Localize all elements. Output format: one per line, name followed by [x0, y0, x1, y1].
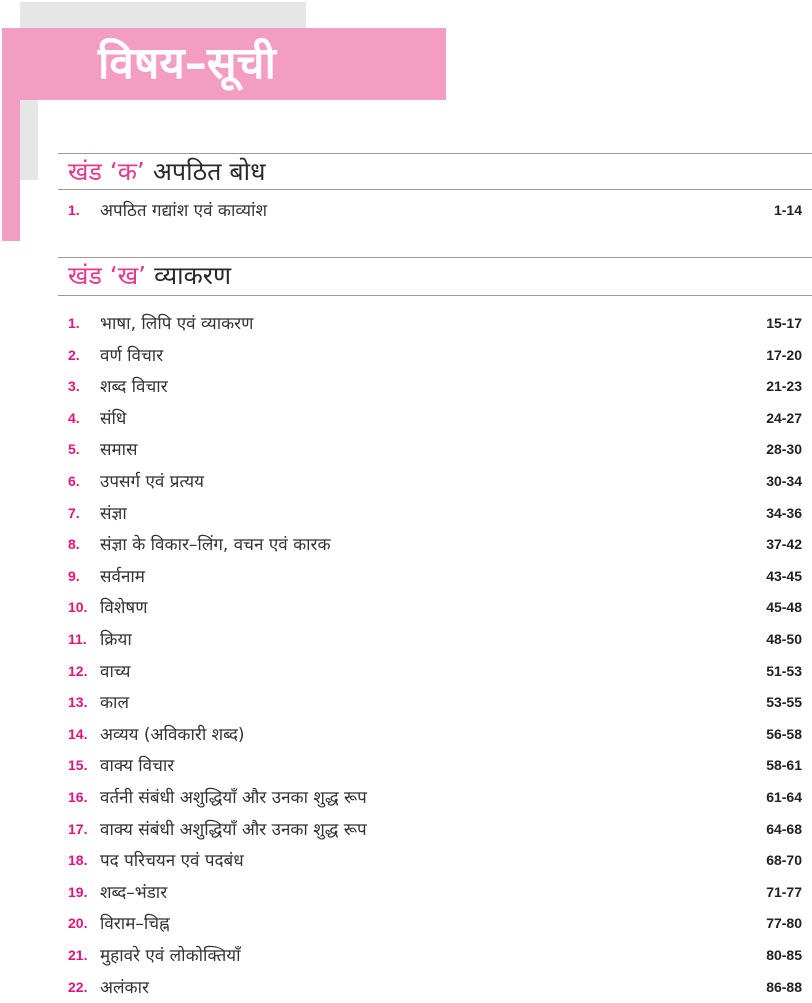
decorative-gray-bar-top [20, 2, 306, 30]
toc-row-pages: 58-61 [766, 757, 802, 774]
toc-row[interactable] [68, 503, 802, 529]
toc-row[interactable] [68, 787, 802, 813]
section-a-top-rule [58, 153, 812, 154]
toc-row[interactable] [68, 200, 802, 226]
toc-row-pages: 17-20 [766, 346, 802, 363]
toc-row[interactable] [68, 439, 802, 465]
toc-row-title: शब्द–भंडार [100, 882, 168, 903]
toc-row[interactable] [68, 692, 802, 718]
toc-row[interactable] [68, 597, 802, 623]
toc-row[interactable] [68, 819, 802, 845]
toc-row-number: 6. [68, 473, 80, 489]
toc-row-number: 15. [68, 757, 88, 774]
toc-row-title: अव्यय (अविकारी शब्द) [100, 724, 245, 745]
toc-row[interactable] [68, 661, 802, 687]
toc-row-title: उपसर्ग एवं प्रत्यय [100, 472, 205, 492]
toc-row[interactable] [68, 345, 802, 371]
toc-row-pages: 30-34 [766, 473, 802, 489]
decorative-pink-bar-side [2, 28, 20, 241]
toc-row[interactable] [68, 977, 802, 1003]
toc-row-pages: 68-70 [766, 852, 802, 869]
toc-row-number: 4. [68, 409, 80, 426]
toc-row-number: 1. [68, 202, 80, 218]
toc-row[interactable] [68, 913, 802, 939]
toc-row-number: 1. [68, 315, 80, 331]
toc-row-number: 13. [68, 694, 88, 711]
toc-row-number: 10. [68, 599, 88, 616]
decorative-gray-bar-side [20, 100, 38, 180]
toc-row[interactable] [68, 376, 802, 402]
toc-row-pages: 15-17 [766, 315, 802, 331]
toc-row[interactable] [68, 471, 802, 497]
toc-row-title: विराम–चिह्न [100, 914, 170, 935]
toc-row-number: 20. [68, 915, 88, 932]
toc-row-pages: 45-48 [766, 599, 802, 616]
toc-row-pages: 28-30 [766, 441, 802, 458]
toc-row-pages: 53-55 [766, 694, 802, 711]
toc-row-pages: 21-23 [766, 378, 802, 395]
toc-row-title: वाच्य [100, 661, 131, 682]
section-a-title: अपठित बोध [152, 157, 266, 186]
toc-row-title: संधि [100, 408, 127, 429]
toc-row-number: 7. [68, 504, 80, 521]
toc-row-pages: 37-42 [766, 536, 802, 553]
toc-row-title: मुहावरे एवं लोकोक्तियाँ [100, 946, 241, 966]
toc-row-title: अलंकार [100, 977, 149, 998]
section-b-title: व्याकरण [154, 261, 232, 290]
toc-row-title: वाक्य संबंधी अशुद्धियाँ और उनका शुद्ध रूप [100, 819, 367, 840]
toc-row-number: 18. [68, 852, 88, 869]
toc-row-number: 8. [68, 536, 80, 553]
toc-row-pages: 48-50 [766, 631, 802, 647]
toc-row-pages: 43-45 [766, 567, 802, 584]
section-a-heading [68, 156, 265, 188]
toc-row-number: 14. [68, 725, 88, 742]
title-banner [20, 28, 446, 100]
toc-row-number: 5. [68, 441, 80, 458]
toc-row-pages: 77-80 [766, 915, 802, 932]
toc-row-pages: 24-27 [766, 409, 802, 426]
toc-row-title: काल [100, 693, 129, 714]
toc-row-title: समास [100, 440, 138, 461]
section-a-bottom-rule [58, 189, 812, 190]
toc-row-pages: 61-64 [766, 789, 802, 805]
page-title: विषय–सूची [98, 38, 276, 89]
toc-row[interactable] [68, 945, 802, 971]
toc-row-number: 17. [68, 820, 88, 837]
toc-row-pages: 51-53 [766, 662, 802, 679]
toc-row-pages: 86-88 [766, 978, 802, 995]
toc-row[interactable] [68, 408, 802, 434]
toc-row-number: 19. [68, 883, 88, 900]
toc-row-title: क्रिया [100, 630, 132, 650]
section-b-bottom-rule [58, 295, 812, 296]
toc-row-title: संज्ञा के विकार–लिंग, वचन एवं कारक [100, 535, 331, 556]
section-b-top-rule [58, 257, 812, 258]
toc-row-title: पद परिचयन एवं पदबंध [100, 851, 244, 872]
toc-row-pages: 71-77 [766, 883, 802, 900]
toc-row[interactable] [68, 882, 802, 908]
toc-row-title: शब्द विचार [100, 377, 168, 398]
toc-row[interactable] [68, 313, 802, 339]
toc-row-title: संज्ञा [100, 503, 127, 524]
toc-row-title: वाक्य विचार [100, 756, 175, 777]
toc-row[interactable] [68, 534, 802, 560]
toc-row-number: 21. [68, 947, 88, 963]
toc-row-number: 22. [68, 978, 88, 995]
toc-row-number: 9. [68, 567, 80, 584]
toc-row-title: वर्ण विचार [100, 345, 164, 366]
toc-row-pages: 1-14 [773, 202, 802, 218]
toc-row-title: विशेषण [100, 598, 148, 619]
toc-row-number: 11. [68, 631, 87, 647]
toc-row[interactable] [68, 755, 802, 781]
toc-row-pages: 64-68 [766, 820, 802, 837]
toc-row-number: 3. [68, 378, 80, 395]
toc-row-title: अपठित गद्यांश एवं काव्यांश [100, 201, 268, 221]
toc-row[interactable] [68, 850, 802, 876]
toc-row-pages: 80-85 [766, 947, 802, 963]
section-b-heading [68, 260, 231, 292]
section-a-label: खंड ‘क’ [68, 157, 145, 186]
toc-row-number: 2. [68, 346, 80, 363]
toc-row-title: सर्वनाम [100, 566, 145, 587]
toc-row-pages: 34-36 [766, 504, 802, 521]
toc-row-title: वर्तनी संबंधी अशुद्धियाँ और उनका शुद्ध रूप [100, 788, 367, 808]
toc-row-pages: 56-58 [766, 725, 802, 742]
toc-row[interactable] [68, 629, 802, 655]
toc-row-title: भाषा, लिपि एवं व्याकरण [100, 314, 254, 334]
section-b-label: खंड ‘ख’ [68, 261, 147, 290]
toc-row-number: 12. [68, 662, 88, 679]
toc-row[interactable] [68, 724, 802, 750]
toc-row[interactable] [68, 566, 802, 592]
toc-row-number: 16. [68, 789, 88, 805]
